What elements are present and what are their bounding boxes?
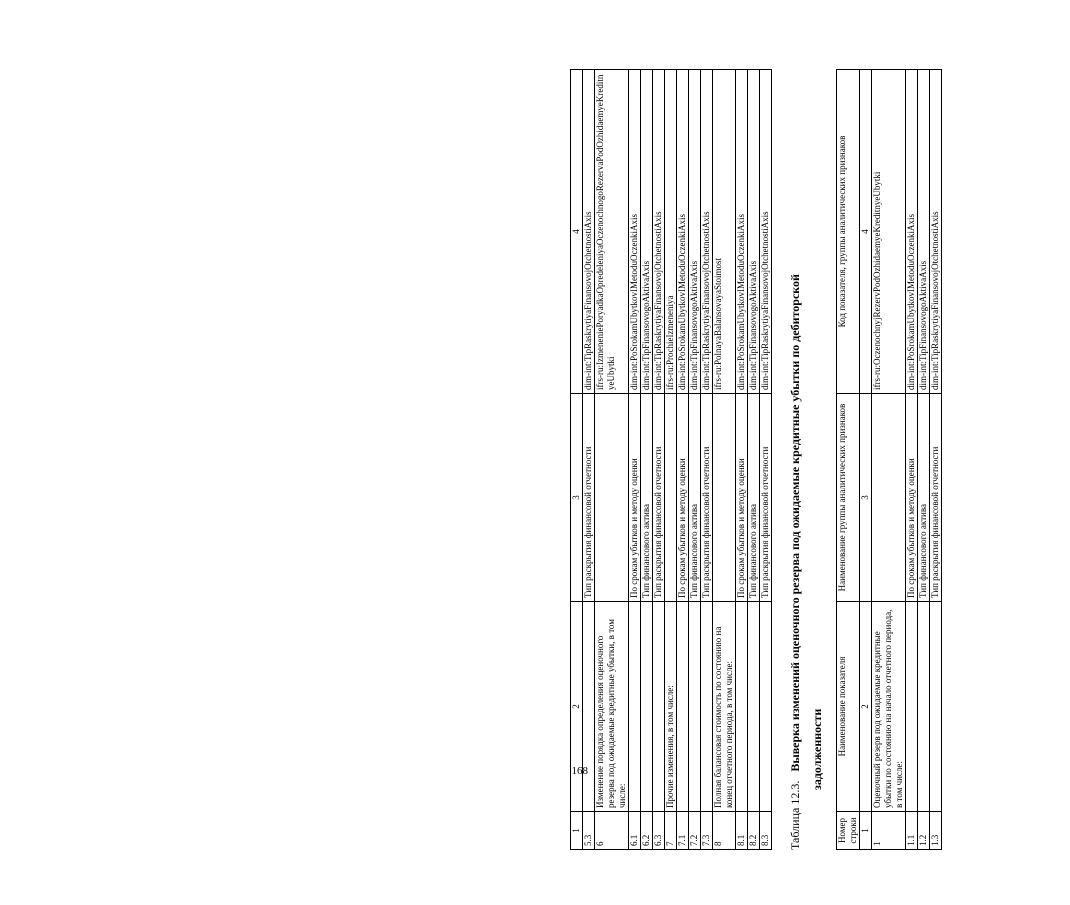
indicator-code: dim-int:TipRaskrytiyaFinansovojOtchetnostiAxis [930,70,942,394]
header-indicator-name: Наименование показателя [837,602,860,812]
table-row [629,70,641,850]
indicator-name [736,602,748,812]
group-name: Тип раскрытия финансовой отчетности [701,394,713,602]
row-number: 1 [872,812,906,850]
indicator-code: ifrs-ru:OczenochnyjRezervPodOzhidaemyeKreditnyeUbytki [872,70,906,394]
indicator-code: dim-int:TipFinansovogoAktivaAxis [748,70,760,394]
indicator-code: dim-int:PoSrokamUbytkovIMetoduOczenkiAxis [736,70,748,394]
table-number: Таблица 12.3. [788,780,802,850]
indicator-name [701,602,713,812]
indicator-code: dim-int:TipFinansovogoAktivaAxis [641,70,653,394]
group-name [872,394,906,602]
row-number: 7.3 [701,812,713,850]
group-name [665,394,677,602]
indicator-code: dim-int:TipRaskrytiyaFinansovojOtchetnostiAxis [653,70,665,394]
column-number-3: 3 [860,394,872,602]
indicator-code: ifrs-ru:ProchieIzmeneniya [665,70,677,394]
table-row [665,70,677,850]
indicator-code: ifrs-ru:PolnayaBalansovayaStoimost [713,70,736,394]
column-numbers-row [860,70,872,850]
row-number: 8.1 [736,812,748,850]
table-row [918,70,930,850]
row-number: 6.2 [641,812,653,850]
column-number-2: 2 [571,602,583,812]
column-number-4: 4 [571,70,583,394]
group-name: Тип финансового актива [689,394,701,602]
group-name: По срокам убытков и методу оценки [677,394,689,602]
row-number: 7 [665,812,677,850]
table-row [641,70,653,850]
table-header-row [837,70,860,850]
table-row [583,70,595,850]
table-row [736,70,748,850]
header-indicator-code: Код показателя, группы аналитических признаков [837,70,860,394]
indicator-name: Полная балансовая стоимость по состоянию на конец отчетного периода, в том числе: [713,602,736,812]
indicator-code: ifrs-ru:IzmeneniePoryadkaOpredeleniyaOczenochnogoRezervaPodOzhidaemyeKreditnyeUbytki [595,70,629,394]
table-title-continuation: задолженности [810,708,824,790]
table-row [677,70,689,850]
table-row [689,70,701,850]
row-number: 7.1 [677,812,689,850]
page-number: 168 [571,765,588,777]
column-number-2: 2 [860,602,872,812]
row-number: 6 [595,812,629,850]
indicator-code: dim-int:TipFinansovogoAktivaAxis [918,70,930,394]
indicator-code: dim-int:TipRaskrytiyaFinansovojOtchetnostiAxis [760,70,772,394]
table-row [748,70,760,850]
group-name: Тип финансового актива [641,394,653,602]
group-name: По срокам убытков и методу оценки [629,394,641,602]
header-row-number: Номер строки [837,812,860,850]
column-number-4: 4 [860,70,872,394]
indicator-name [748,602,760,812]
table-title: Выверка изменений оценочного резерва под ожидаемые кредитные убытки по дебиторской [788,274,802,772]
indicator-code: dim-int:PoSrokamUbytkovIMetoduOczenkiAxis [677,70,689,394]
header-group-name: Наименование группы аналитических признаков [837,394,860,602]
table-row [713,70,736,850]
row-number: 8.2 [748,812,760,850]
indicator-name [918,602,930,812]
table-row [653,70,665,850]
indicator-name [629,602,641,812]
table-row [872,70,906,850]
table-caption [784,70,828,850]
table-header-row [571,70,583,850]
column-number-3: 3 [571,394,583,602]
group-name [713,394,736,602]
row-number: 8.3 [760,812,772,850]
indicator-name: Изменение порядка определения оценочного резерва под ожидаемые кредитные убытки, в том числе: [595,602,629,812]
column-number-1: 1 [571,812,583,850]
indicator-name [689,602,701,812]
table-row [760,70,772,850]
table-12-3 [836,69,942,850]
row-number: 5.3 [583,812,595,850]
group-name [595,394,629,602]
table-continuation [570,69,772,850]
group-name: Тип раскрытия финансовой отчетности [930,394,942,602]
table-row [906,70,918,850]
indicator-name [641,602,653,812]
indicator-name [583,602,595,812]
indicator-name [677,602,689,812]
row-number: 1.3 [930,812,942,850]
rotated-page-content [570,70,1070,850]
indicator-name [930,602,942,812]
indicator-code: dim-int:TipFinansovogoAktivaAxis [689,70,701,394]
indicator-code: dim-int:PoSrokamUbytkovIMetoduOczenkiAxis [906,70,918,394]
indicator-name: Прочие изменения, в том числе: [665,602,677,812]
group-name: По срокам убытков и методу оценки [736,394,748,602]
group-name: Тип финансового актива [748,394,760,602]
indicator-code: dim-int:TipRaskrytiyaFinansovojOtchetnostiAxis [701,70,713,394]
row-number: 6.3 [653,812,665,850]
indicator-name [760,602,772,812]
indicator-name: Оценочный резерв под ожидаемые кредитные убытки по состоянию на начало отчетного периода, в том числе: [872,602,906,812]
table-row [930,70,942,850]
row-number: 7.2 [689,812,701,850]
table-row [595,70,629,850]
row-number: 1.2 [918,812,930,850]
row-number: 1.1 [906,812,918,850]
indicator-code: dim-int:PoSrokamUbytkovIMetoduOczenkiAxis [629,70,641,394]
row-number: 8 [713,812,736,850]
group-name: Тип финансового актива [918,394,930,602]
table-row [701,70,713,850]
group-name: Тип раскрытия финансовой отчетности [653,394,665,602]
group-name: Тип раскрытия финансовой отчетности [583,394,595,602]
indicator-name [906,602,918,812]
indicator-name [653,602,665,812]
group-name: Тип раскрытия финансовой отчетности [760,394,772,602]
column-number-1: 1 [860,812,872,850]
row-number: 6.1 [629,812,641,850]
group-name: По срокам убытков и методу оценки [906,394,918,602]
indicator-code: dim-int:TipRaskrytiyaFinansovojOtchetnostiAxis [583,70,595,394]
